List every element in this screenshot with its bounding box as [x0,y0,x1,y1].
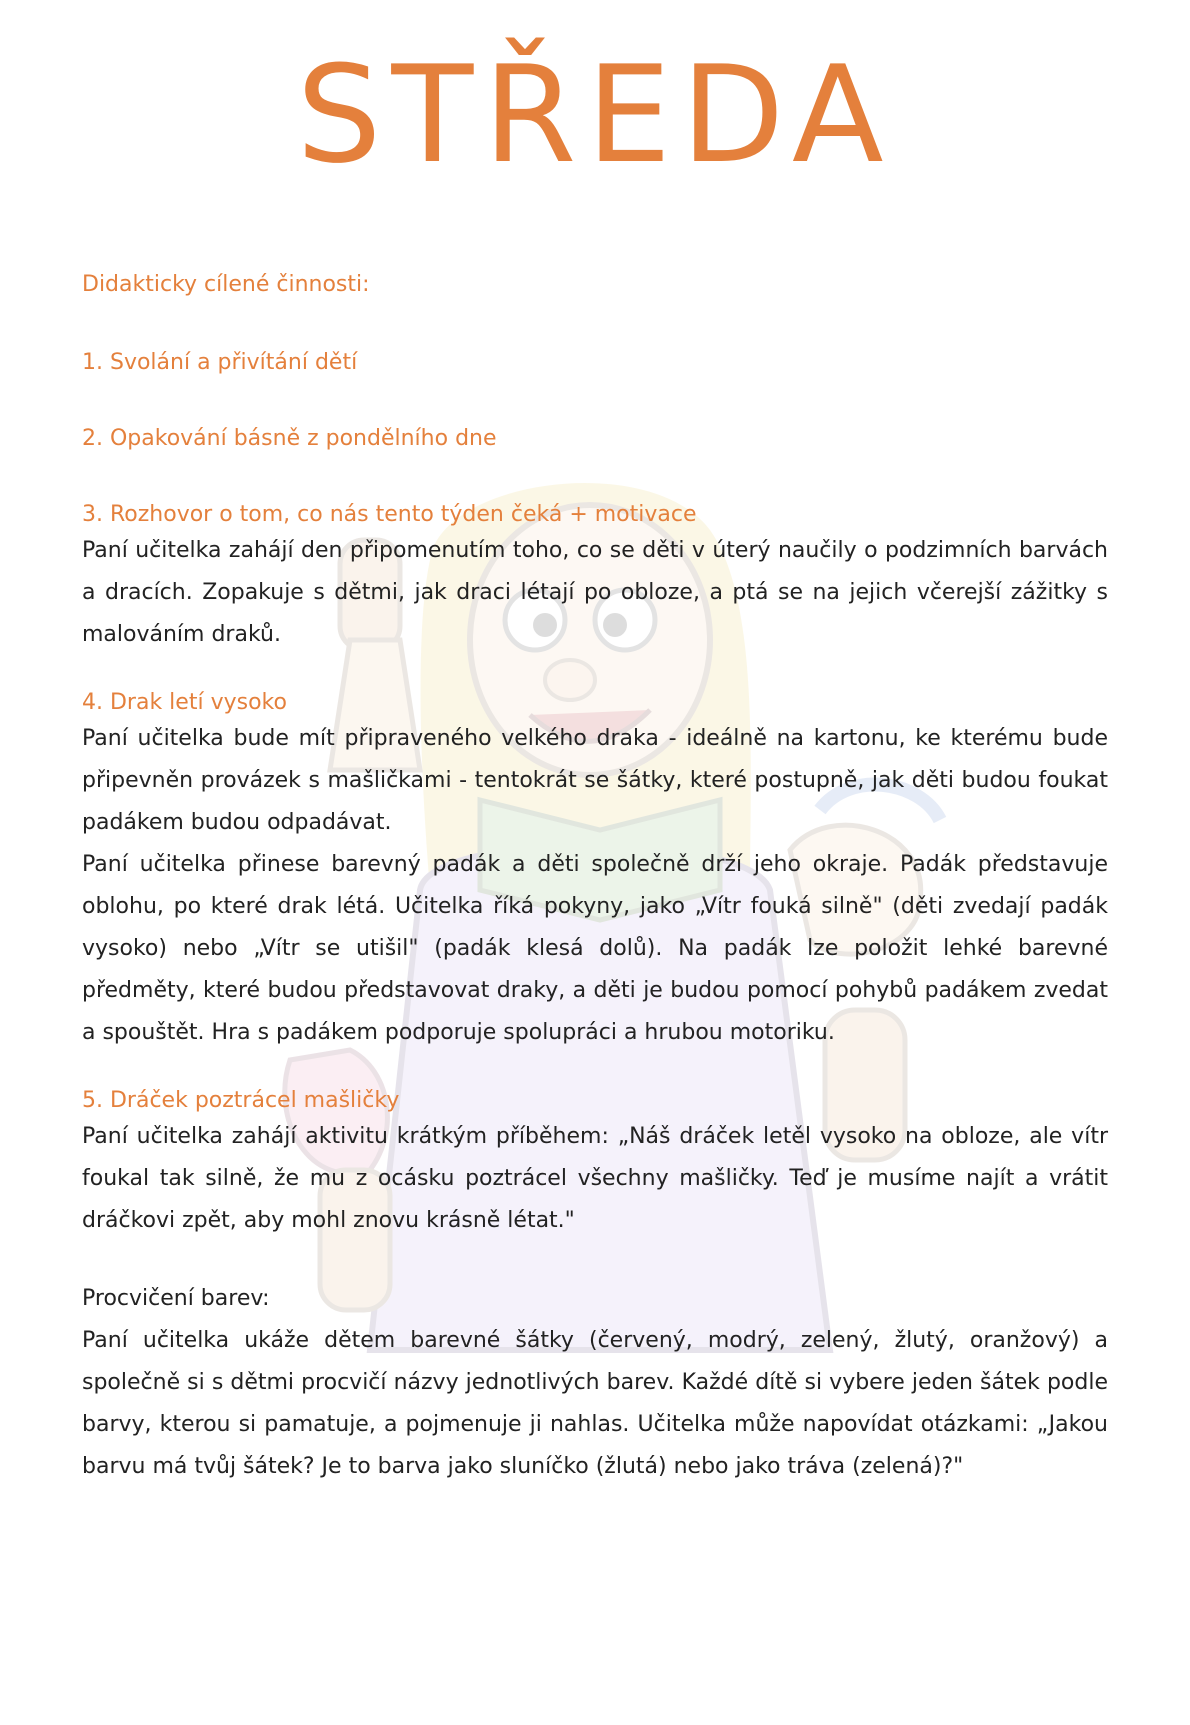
item-1-heading: 1. Svolání a přivítání dětí [82,350,358,375]
page-title: STŘEDA [296,37,894,193]
item-5-heading: 5. Dráček poztrácel mašličky [82,1088,400,1113]
item-4-heading: 4. Drak letí vysoko [82,690,287,715]
item-3-text: Paní učitelka zahájí den připomenutím toho, co se děti v úterý naučily o podzimních barvách a dracích. Zopakuje s dětmi, jak draci létají po obloze, a ptá se na jejich včerejší zážitky s malováním draků. [82,538,1108,647]
item-4-text-1: Paní učitelka bude mít připraveného velkého draka - ideálně na kartonu, ke kterému bude připevněn provázek s mašličkami - tentokrát se šátky, které postupně, jak děti budou foukat padákem budou odpadávat. [82,726,1108,835]
item-4-text-2: Paní učitelka přinese barevný padák a děti společně drží jeho okraje. Padák představuje oblohu, po které drak létá. Učitelka říká pokyny, jako „Vítr fouká silně" (děti zvedají padák vysoko) nebo „Vítr se utišil" (padák klesá dolů). Na padák lze položit lehké barevné předměty, které budou představovat draky, a děti je budou pomocí pohybů padákem zvedat a spouštět. Hra s padákem podporuje spolupráci a hrubou motoriku. [82,852,1108,1045]
colors-section-heading: Procvičení barev: [82,1286,270,1311]
item-2-heading: 2. Opakování básně z pondělního dne [82,426,497,451]
item-5-text: Paní učitelka zahájí aktivitu krátkým příběhem: „Náš dráček letěl vysoko na obloze, ale vítr foukal tak silně, že mu z ocásku poztrácel všechny mašličky. Teď je musíme najít a vrátit dráčkovi zpět, aby mohl znovu krásně létat." [82,1124,1108,1233]
colors-section-text: Paní učitelka ukáže dětem barevné šátky (červený, modrý, zelený, žlutý, oranžový) a společně si s dětmi procvičí názvy jednotlivých barev. Každé dítě si vybere jeden šátek podle barvy, kterou si pamatuje, a pojmenuje ji nahlas. Učitelka může napovídat otázkami: „Jakou barvu má tvůj šátek? Je to barva jako sluníčko (žlutá) nebo jako tráva (zelená)?" [82,1328,1108,1479]
item-3-heading: 3. Rozhovor o tom, co nás tento týden čeká + motivace [82,502,697,527]
intro-heading: Didakticky cílené činnosti: [82,272,370,297]
